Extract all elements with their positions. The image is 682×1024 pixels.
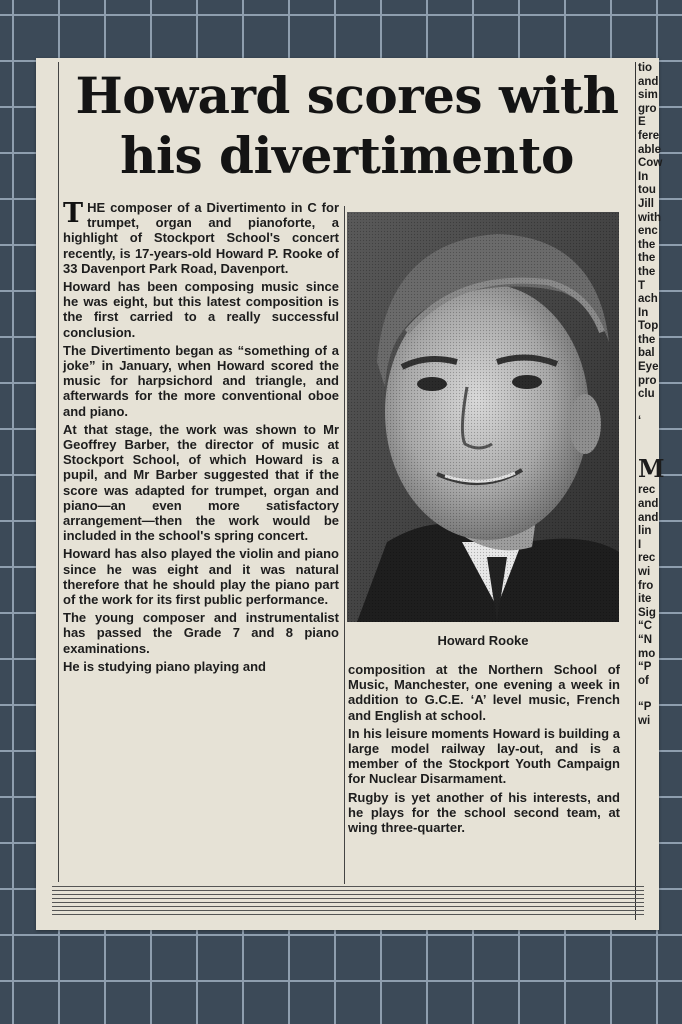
fragment-text: ite: [638, 593, 652, 606]
fragment-text: tio: [638, 62, 653, 74]
fragment-text: “C: [638, 620, 653, 633]
headline-line-1: Howard scores with: [75, 66, 619, 125]
fragment-text: lin: [638, 525, 652, 538]
fragment-text: “P: [638, 661, 652, 674]
paragraph: The Divertimento began as “something of a joke” in January, when Howard scored the music for harpsichord and triangle, and afterwards for the more conventional oboe and piano.: [63, 342, 339, 419]
fragment-text: of: [638, 674, 649, 687]
fragment-text: I: [638, 538, 642, 551]
fragment-text: and: [638, 498, 659, 511]
fragment-text: “P: [638, 701, 652, 714]
fragment-text: Jill: [638, 197, 654, 210]
fragment-text: In: [638, 306, 649, 319]
paragraph: At that stage, the work was shown to Mr Geoffrey Barber, the director of music at Stockport School, of which Howard is a pupil, and Mr Barber suggested that if the score was adapted for trumpet, organ and piano—an even more satisfactory arrangement—then the work would be included in the school's spring concert.: [63, 421, 339, 544]
fragment-text: the: [638, 265, 656, 278]
paragraph: Howard has also played the violin and piano since he was eight and it was natural therefore that he should play the piano part of the work for its first public performance.: [63, 546, 339, 608]
paragraph: Howard has been composing music since he was eight, but this latest composition is the first carried to a really successful conclusion.: [63, 279, 339, 340]
paragraph: composition at the Northern School of Music, Manchester, one evening a week in addition to G.C.E. ‘A’ level music, French and English at school.: [348, 662, 620, 723]
fragment-text: fro: [638, 579, 654, 592]
newspaper-clipping: [36, 58, 665, 930]
left-column-rule: [58, 62, 59, 882]
fragment-text: T: [638, 279, 646, 292]
paragraph: Rugby is yet another of his interests, and he plays for the school second team, at wing three-quarter.: [348, 789, 620, 836]
article-left-column: [63, 200, 339, 677]
fragment-text: Sig: [638, 606, 656, 619]
fragment-text: enc: [638, 225, 658, 238]
fragment-text: wi: [638, 714, 651, 727]
bottom-rule-lines: [52, 886, 644, 922]
fragment-text: Eye: [638, 361, 659, 374]
fragment-text: the: [638, 333, 656, 346]
fragment-text: Top: [638, 320, 659, 333]
fragment-text: wi: [638, 566, 651, 578]
fragment-text: able: [638, 143, 662, 156]
fragment-text: M: [638, 454, 665, 484]
portrait-illustration: [347, 212, 619, 622]
fragment-text: ‘: [638, 414, 642, 427]
fragment-text: the: [638, 238, 656, 251]
fragment-text: “N: [638, 633, 653, 646]
portrait-photo: [347, 212, 619, 622]
fragment-text: rec: [638, 552, 656, 565]
headline-line-2: his divertimento: [120, 126, 574, 185]
paragraph: [63, 200, 339, 276]
fragment-text: In: [638, 170, 649, 183]
fragment-text: E: [638, 116, 646, 129]
fragment-text: and: [638, 75, 659, 88]
fragment-text: rec: [638, 484, 656, 497]
headline: [62, 66, 632, 186]
paragraph: He is studying piano playing and: [63, 658, 266, 674]
fragment-text: clu: [638, 388, 655, 401]
paragraph: In his leisure moments Howard is building a large model railway lay-out, and is a member of the Stockport Youth Campaign for Nuclear Disarmament.: [348, 725, 620, 787]
column-divider: [344, 206, 345, 884]
fragment-text: bal: [638, 347, 655, 360]
fragment-text: with: [638, 211, 661, 224]
fragment-text: and: [638, 511, 659, 524]
fragment-text: tou: [638, 184, 656, 197]
article-right-column: [348, 662, 620, 838]
drop-cap: T: [63, 198, 84, 229]
photo-caption: Howard Rooke: [437, 633, 529, 648]
paragraph: The young composer and instrumentalist has passed the Grade 7 and 8 piano examinations.: [63, 610, 339, 656]
fragment-text: gro: [638, 102, 657, 115]
paragraph-text: HE composer of a Divertimento in C for trumpet, organ and pianoforte, a highlight of Stockport School's concert recently, is 17-years-old Howard P. Rooke of 33 Davenport Park Road, Davenport.: [63, 200, 339, 276]
fragment-text: ach: [638, 293, 658, 306]
fragment-text: mo: [638, 647, 656, 660]
fragment-text: Cow: [638, 157, 663, 170]
fragment-text: pro: [638, 374, 657, 387]
fragment-text: sim: [638, 89, 658, 102]
fragment-text: fere: [638, 129, 660, 142]
fragment-text: the: [638, 252, 656, 265]
adjacent-article-fragment: [635, 62, 665, 920]
